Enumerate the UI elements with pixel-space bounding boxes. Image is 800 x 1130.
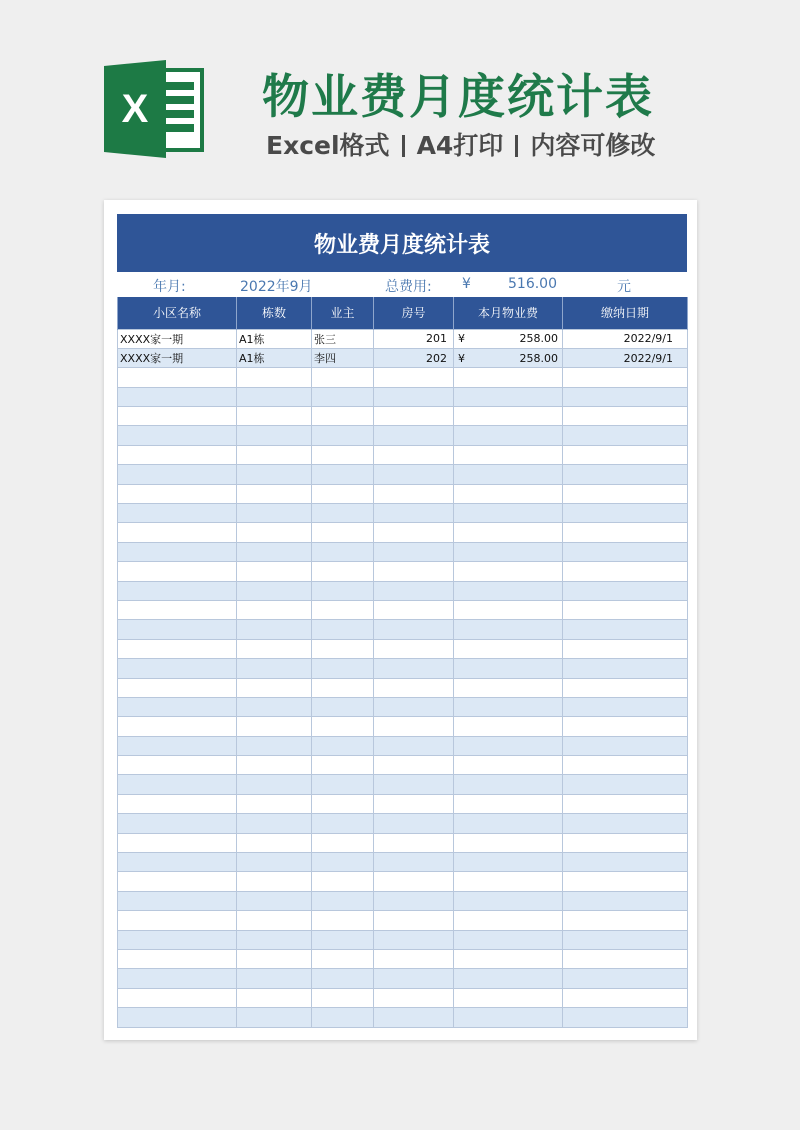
empty-cell[interactable]	[563, 775, 688, 794]
empty-cell[interactable]	[563, 368, 688, 387]
empty-table-row	[118, 794, 688, 813]
empty-cell[interactable]	[118, 484, 237, 503]
empty-cell[interactable]	[237, 426, 312, 445]
empty-cell[interactable]	[118, 1008, 237, 1027]
empty-table-row	[118, 581, 688, 600]
empty-cell[interactable]	[563, 872, 688, 891]
empty-cell[interactable]	[237, 407, 312, 426]
empty-cell[interactable]	[237, 969, 312, 988]
empty-cell[interactable]	[312, 562, 374, 581]
empty-cell[interactable]	[237, 775, 312, 794]
owner-cell[interactable]: 李四	[312, 348, 374, 367]
empty-cell[interactable]	[454, 1008, 563, 1027]
empty-cell[interactable]	[454, 407, 563, 426]
empty-cell[interactable]	[118, 930, 237, 949]
column-header: 小区名称	[118, 297, 237, 329]
total-label: 总费用:	[385, 279, 432, 295]
empty-cell[interactable]	[312, 368, 374, 387]
empty-cell[interactable]	[374, 775, 454, 794]
empty-cell[interactable]	[374, 504, 454, 523]
empty-cell[interactable]	[563, 911, 688, 930]
empty-cell[interactable]	[237, 600, 312, 619]
empty-cell[interactable]	[118, 445, 237, 464]
empty-cell[interactable]	[563, 387, 688, 406]
empty-table-row	[118, 1008, 688, 1027]
empty-table-row	[118, 891, 688, 910]
empty-table-row	[118, 562, 688, 581]
fee-table	[117, 297, 688, 1028]
empty-cell[interactable]	[237, 756, 312, 775]
empty-cell[interactable]	[454, 697, 563, 716]
subtitle-separator	[402, 135, 405, 157]
empty-cell[interactable]	[374, 542, 454, 561]
empty-cell[interactable]	[237, 542, 312, 561]
empty-cell[interactable]	[563, 562, 688, 581]
empty-cell[interactable]	[118, 756, 237, 775]
owner-cell[interactable]: 张三	[312, 329, 374, 348]
empty-cell[interactable]	[454, 523, 563, 542]
empty-cell[interactable]	[454, 639, 563, 658]
empty-cell[interactable]	[374, 484, 454, 503]
subtitle-print: A4打印	[416, 131, 504, 160]
empty-cell[interactable]	[118, 387, 237, 406]
empty-cell[interactable]	[454, 562, 563, 581]
empty-cell[interactable]	[454, 620, 563, 639]
total-value[interactable]: 516.00	[508, 276, 557, 292]
empty-cell[interactable]	[563, 969, 688, 988]
empty-cell[interactable]	[237, 988, 312, 1007]
empty-cell[interactable]	[312, 814, 374, 833]
document-page	[104, 200, 697, 1040]
yen-symbol: ¥	[458, 332, 465, 346]
empty-table-row	[118, 368, 688, 387]
empty-cell[interactable]	[118, 600, 237, 619]
empty-cell[interactable]	[237, 387, 312, 406]
empty-cell[interactable]	[374, 1008, 454, 1027]
empty-cell[interactable]	[118, 988, 237, 1007]
empty-cell[interactable]	[563, 1008, 688, 1027]
empty-cell[interactable]	[237, 891, 312, 910]
currency-symbol: ¥	[462, 276, 471, 292]
empty-cell[interactable]	[374, 523, 454, 542]
empty-cell[interactable]	[118, 581, 237, 600]
empty-cell[interactable]	[237, 853, 312, 872]
empty-cell[interactable]	[118, 853, 237, 872]
empty-cell[interactable]	[563, 697, 688, 716]
empty-cell[interactable]	[563, 639, 688, 658]
empty-cell[interactable]	[454, 504, 563, 523]
empty-cell[interactable]	[312, 988, 374, 1007]
empty-cell[interactable]	[312, 756, 374, 775]
empty-cell[interactable]	[374, 445, 454, 464]
empty-cell[interactable]	[312, 891, 374, 910]
empty-table-row	[118, 620, 688, 639]
empty-cell[interactable]	[312, 736, 374, 755]
empty-cell[interactable]	[374, 814, 454, 833]
empty-cell[interactable]	[118, 969, 237, 988]
empty-cell[interactable]	[563, 853, 688, 872]
empty-cell[interactable]	[312, 911, 374, 930]
empty-cell[interactable]	[312, 542, 374, 561]
empty-cell[interactable]	[312, 678, 374, 697]
empty-cell[interactable]	[312, 504, 374, 523]
empty-cell[interactable]	[454, 368, 563, 387]
empty-cell[interactable]	[237, 930, 312, 949]
yen-symbol: ¥	[458, 351, 465, 365]
empty-cell[interactable]	[374, 407, 454, 426]
empty-cell[interactable]	[312, 600, 374, 619]
empty-table-row	[118, 814, 688, 833]
empty-cell[interactable]	[374, 620, 454, 639]
empty-cell[interactable]	[563, 620, 688, 639]
table-row	[118, 348, 688, 367]
empty-cell[interactable]	[118, 542, 237, 561]
empty-cell[interactable]	[454, 678, 563, 697]
empty-cell[interactable]	[237, 639, 312, 658]
empty-cell[interactable]	[374, 678, 454, 697]
banner	[0, 0, 800, 200]
empty-cell[interactable]	[454, 445, 563, 464]
empty-table-row	[118, 717, 688, 736]
empty-cell[interactable]	[237, 697, 312, 716]
empty-cell[interactable]	[237, 562, 312, 581]
column-header: 房号	[374, 297, 454, 329]
empty-cell[interactable]	[374, 600, 454, 619]
room-cell[interactable]: 202	[374, 348, 454, 367]
empty-cell[interactable]	[237, 814, 312, 833]
empty-cell[interactable]	[237, 484, 312, 503]
empty-cell[interactable]	[374, 853, 454, 872]
empty-cell[interactable]	[118, 465, 237, 484]
empty-table-row	[118, 756, 688, 775]
column-header: 本月物业费	[454, 297, 563, 329]
empty-cell[interactable]	[312, 717, 374, 736]
empty-table-row	[118, 542, 688, 561]
empty-cell[interactable]	[118, 697, 237, 716]
empty-cell[interactable]	[374, 639, 454, 658]
empty-cell[interactable]	[237, 465, 312, 484]
empty-cell[interactable]	[237, 794, 312, 813]
empty-cell[interactable]	[563, 814, 688, 833]
empty-cell[interactable]	[374, 659, 454, 678]
empty-cell[interactable]	[118, 775, 237, 794]
empty-cell[interactable]	[563, 581, 688, 600]
building-cell[interactable]: A1栋	[237, 329, 312, 348]
summary-row	[117, 272, 687, 297]
excel-logo-icon	[104, 60, 206, 158]
empty-cell[interactable]	[563, 659, 688, 678]
empty-cell[interactable]	[454, 465, 563, 484]
empty-table-row	[118, 600, 688, 619]
empty-cell[interactable]	[374, 911, 454, 930]
empty-cell[interactable]	[118, 911, 237, 930]
empty-cell[interactable]	[312, 407, 374, 426]
empty-cell[interactable]	[563, 833, 688, 852]
empty-cell[interactable]	[454, 833, 563, 852]
empty-cell[interactable]	[563, 717, 688, 736]
empty-cell[interactable]	[454, 581, 563, 600]
empty-table-row	[118, 504, 688, 523]
empty-cell[interactable]	[312, 697, 374, 716]
empty-cell[interactable]	[312, 484, 374, 503]
empty-cell[interactable]	[454, 659, 563, 678]
empty-cell[interactable]	[312, 639, 374, 658]
empty-cell[interactable]	[454, 542, 563, 561]
empty-cell[interactable]	[237, 504, 312, 523]
empty-cell[interactable]	[237, 736, 312, 755]
empty-cell[interactable]	[563, 756, 688, 775]
empty-cell[interactable]	[118, 659, 237, 678]
empty-cell[interactable]	[237, 833, 312, 852]
column-header: 栋数	[237, 297, 312, 329]
column-header: 业主	[312, 297, 374, 329]
empty-cell[interactable]	[374, 872, 454, 891]
empty-cell[interactable]	[118, 504, 237, 523]
empty-cell[interactable]	[312, 659, 374, 678]
empty-table-row	[118, 988, 688, 1007]
column-header: 缴纳日期	[563, 297, 688, 329]
empty-cell[interactable]	[312, 872, 374, 891]
empty-cell[interactable]	[374, 756, 454, 775]
empty-cell[interactable]	[312, 581, 374, 600]
empty-table-row	[118, 853, 688, 872]
empty-cell[interactable]	[118, 814, 237, 833]
empty-cell[interactable]	[563, 484, 688, 503]
empty-cell[interactable]	[563, 678, 688, 697]
empty-cell[interactable]	[118, 639, 237, 658]
empty-cell[interactable]	[374, 581, 454, 600]
empty-cell[interactable]	[454, 891, 563, 910]
empty-table-row	[118, 465, 688, 484]
room-cell[interactable]: 201	[374, 329, 454, 348]
empty-cell[interactable]	[563, 445, 688, 464]
empty-cell[interactable]	[237, 678, 312, 697]
empty-cell[interactable]	[454, 853, 563, 872]
empty-cell[interactable]	[563, 988, 688, 1007]
empty-cell[interactable]	[563, 891, 688, 910]
community-cell[interactable]: XXXX家一期	[118, 348, 237, 367]
empty-cell[interactable]	[374, 794, 454, 813]
empty-table-row	[118, 833, 688, 852]
empty-table-row	[118, 697, 688, 716]
empty-cell[interactable]	[237, 872, 312, 891]
empty-table-row	[118, 426, 688, 445]
empty-cell[interactable]	[374, 969, 454, 988]
fee-cell[interactable]	[454, 348, 563, 367]
empty-cell[interactable]	[454, 600, 563, 619]
table-row	[118, 329, 688, 348]
empty-cell[interactable]	[454, 911, 563, 930]
empty-cell[interactable]	[118, 562, 237, 581]
sheet-title: 物业费月度统计表	[117, 214, 687, 272]
empty-cell[interactable]	[118, 678, 237, 697]
empty-table-row	[118, 639, 688, 658]
empty-cell[interactable]	[563, 600, 688, 619]
empty-cell[interactable]	[118, 891, 237, 910]
empty-cell[interactable]	[118, 523, 237, 542]
empty-cell[interactable]	[118, 620, 237, 639]
empty-table-row	[118, 950, 688, 969]
empty-cell[interactable]	[237, 368, 312, 387]
empty-cell[interactable]	[118, 717, 237, 736]
empty-cell[interactable]	[118, 872, 237, 891]
empty-cell[interactable]	[454, 950, 563, 969]
empty-cell[interactable]	[312, 775, 374, 794]
community-cell[interactable]: XXXX家一期	[118, 329, 237, 348]
fee-value: 258.00	[519, 332, 558, 346]
building-cell[interactable]: A1栋	[237, 348, 312, 367]
empty-cell[interactable]	[454, 969, 563, 988]
empty-table-row	[118, 930, 688, 949]
empty-table-row	[118, 678, 688, 697]
empty-cell[interactable]	[118, 736, 237, 755]
empty-table-row	[118, 736, 688, 755]
empty-cell[interactable]	[374, 717, 454, 736]
empty-table-row	[118, 407, 688, 426]
empty-cell[interactable]	[312, 523, 374, 542]
date-cell[interactable]: 2022/9/1	[563, 348, 688, 367]
banner-subtitle	[266, 126, 655, 162]
date-cell[interactable]: 2022/9/1	[563, 329, 688, 348]
empty-cell[interactable]	[312, 387, 374, 406]
empty-cell[interactable]	[374, 950, 454, 969]
empty-cell[interactable]	[237, 523, 312, 542]
empty-cell[interactable]	[454, 756, 563, 775]
empty-cell[interactable]	[454, 426, 563, 445]
empty-table-row	[118, 484, 688, 503]
empty-cell[interactable]	[118, 426, 237, 445]
empty-cell[interactable]	[563, 794, 688, 813]
empty-cell[interactable]	[454, 736, 563, 755]
banner-title: 物业费月度统计表	[262, 70, 654, 125]
spreadsheet	[117, 214, 687, 1028]
empty-cell[interactable]	[312, 445, 374, 464]
empty-cell[interactable]	[312, 969, 374, 988]
empty-table-row	[118, 659, 688, 678]
empty-cell[interactable]	[312, 950, 374, 969]
empty-cell[interactable]	[454, 387, 563, 406]
unit-label: 元	[617, 279, 631, 295]
empty-cell[interactable]	[454, 775, 563, 794]
empty-cell[interactable]	[374, 891, 454, 910]
empty-cell[interactable]	[237, 717, 312, 736]
empty-cell[interactable]	[374, 465, 454, 484]
empty-table-row	[118, 523, 688, 542]
fee-cell[interactable]	[454, 329, 563, 348]
empty-cell[interactable]	[237, 620, 312, 639]
empty-cell[interactable]	[312, 853, 374, 872]
empty-cell[interactable]	[374, 697, 454, 716]
empty-cell[interactable]	[563, 736, 688, 755]
empty-cell[interactable]	[312, 930, 374, 949]
empty-cell[interactable]	[312, 465, 374, 484]
month-label: 年月:	[153, 279, 186, 295]
empty-cell[interactable]	[563, 930, 688, 949]
month-value[interactable]: 2022年9月	[240, 279, 313, 295]
empty-cell[interactable]	[454, 872, 563, 891]
empty-cell[interactable]	[454, 930, 563, 949]
empty-cell[interactable]	[374, 833, 454, 852]
empty-cell[interactable]	[563, 542, 688, 561]
empty-cell[interactable]	[118, 368, 237, 387]
empty-cell[interactable]	[563, 950, 688, 969]
empty-cell[interactable]	[312, 1008, 374, 1027]
empty-cell[interactable]	[118, 407, 237, 426]
empty-cell[interactable]	[563, 465, 688, 484]
svg-text:X: X	[121, 87, 149, 131]
empty-cell[interactable]	[237, 1008, 312, 1027]
empty-cell[interactable]	[563, 504, 688, 523]
table-header-row	[118, 297, 688, 329]
subtitle-edit: 内容可修改	[530, 131, 656, 160]
empty-cell[interactable]	[374, 368, 454, 387]
empty-cell[interactable]	[374, 426, 454, 445]
empty-cell[interactable]	[374, 387, 454, 406]
empty-table-row	[118, 775, 688, 794]
empty-table-row	[118, 911, 688, 930]
empty-table-row	[118, 872, 688, 891]
empty-cell[interactable]	[237, 659, 312, 678]
fee-value: 258.00	[519, 351, 558, 365]
empty-cell[interactable]	[312, 794, 374, 813]
empty-table-row	[118, 969, 688, 988]
empty-cell[interactable]	[312, 833, 374, 852]
empty-cell[interactable]	[454, 717, 563, 736]
empty-cell[interactable]	[454, 484, 563, 503]
empty-cell[interactable]	[374, 930, 454, 949]
empty-cell[interactable]	[312, 426, 374, 445]
empty-cell[interactable]	[563, 407, 688, 426]
empty-cell[interactable]	[374, 562, 454, 581]
subtitle-separator	[515, 135, 518, 157]
empty-cell[interactable]	[237, 581, 312, 600]
empty-cell[interactable]	[118, 794, 237, 813]
subtitle-format: Excel格式	[266, 131, 390, 160]
empty-cell[interactable]	[454, 794, 563, 813]
empty-cell[interactable]	[374, 988, 454, 1007]
empty-cell[interactable]	[454, 988, 563, 1007]
empty-cell[interactable]	[237, 445, 312, 464]
empty-cell[interactable]	[237, 950, 312, 969]
empty-cell[interactable]	[374, 736, 454, 755]
empty-table-row	[118, 445, 688, 464]
empty-cell[interactable]	[237, 911, 312, 930]
empty-table-row	[118, 387, 688, 406]
empty-cell[interactable]	[454, 814, 563, 833]
empty-cell[interactable]	[118, 833, 237, 852]
empty-cell[interactable]	[563, 523, 688, 542]
empty-cell[interactable]	[312, 620, 374, 639]
empty-cell[interactable]	[563, 426, 688, 445]
empty-cell[interactable]	[118, 950, 237, 969]
